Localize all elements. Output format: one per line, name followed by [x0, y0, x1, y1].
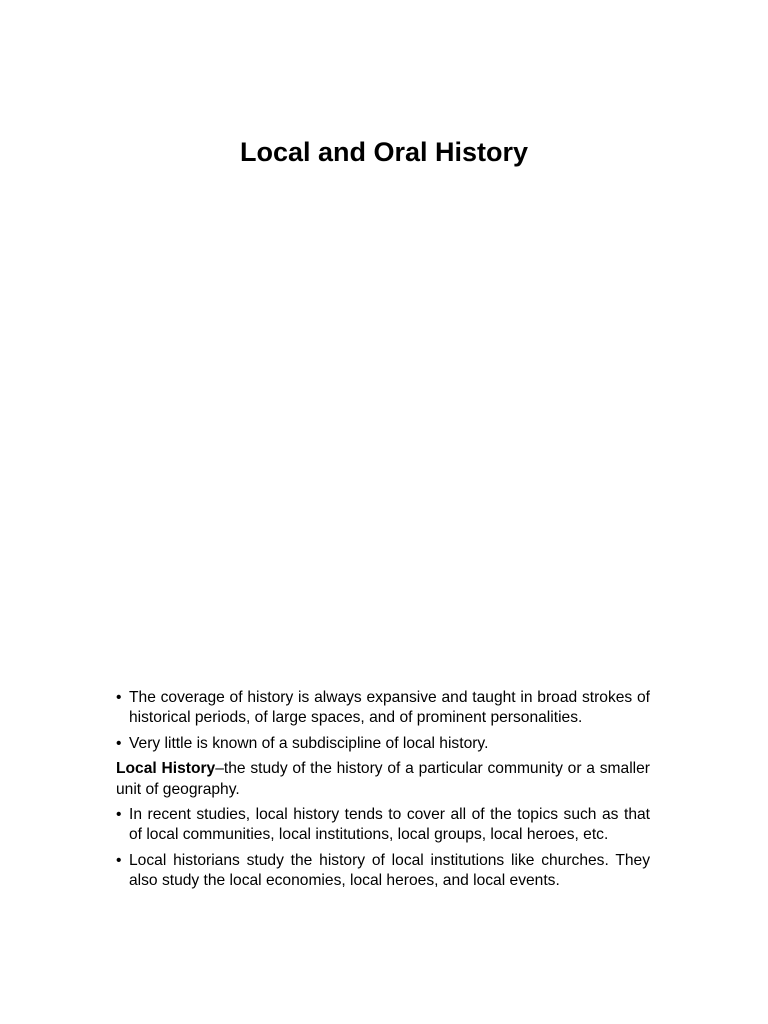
bullet-item-local-historians: [116, 851, 650, 892]
bullet-icon: •: [116, 851, 122, 869]
bullet-icon: •: [116, 734, 122, 752]
definition-term: Local History: [116, 760, 216, 778]
bullet-text: In recent studies, local history tends to cover all of the topics such as that of local communities, local institutions, local groups, local heroes, etc.: [129, 806, 650, 844]
bullet-item-recent-studies: [116, 805, 650, 846]
definition-paragraph: [116, 759, 650, 800]
bullet-item-subdiscipline: [116, 734, 650, 754]
page-title: Local and Oral History: [239, 137, 529, 167]
body-text: [116, 688, 650, 897]
bullet-text: The coverage of history is always expansive and taught in broad strokes of historical periods, of large spaces, and of prominent personalities.: [129, 689, 650, 727]
bullet-text: Very little is known of a subdiscipline of local history.: [129, 734, 489, 752]
bullet-icon: •: [116, 806, 122, 824]
bullet-text: Local historians study the history of local institutions like churches. They also study the local economies, local heroes, and local events.: [129, 851, 650, 890]
bullet-item-coverage: [116, 688, 650, 729]
bullet-icon: •: [116, 689, 122, 706]
definition-text: –the study of the history of a particular community or a smaller unit of geography.: [116, 760, 650, 798]
